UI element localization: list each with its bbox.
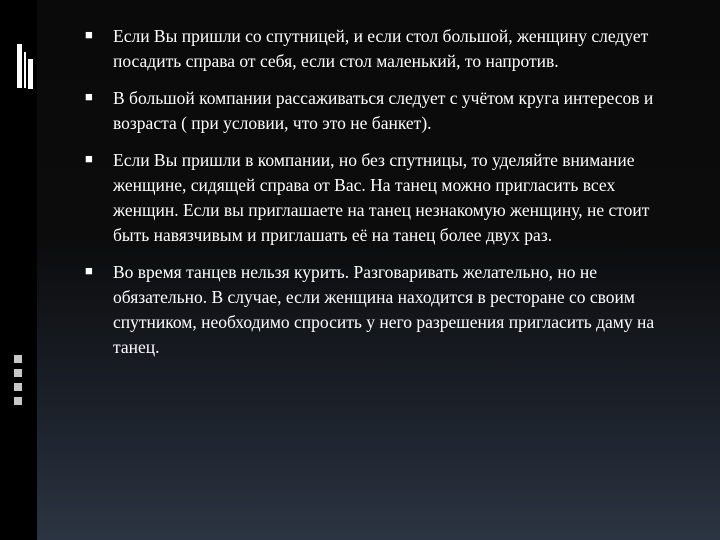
decorative-bar	[24, 52, 26, 88]
bullet-item	[85, 86, 685, 136]
decorative-square	[14, 383, 22, 391]
square-bullet-icon: ■	[85, 27, 93, 42]
bullet-list	[85, 24, 685, 372]
decorative-bar	[17, 44, 22, 88]
bullet-text: В большой компании рассаживаться следует с учётом круга интересов и возраста ( при условии, что это не банкет).	[113, 88, 654, 133]
decorative-square	[14, 369, 22, 377]
bullet-text: Если Вы пришли в компании, но без спутницы, то уделяйте внимание женщине, сидящей справа от Вас. На танец можно пригласить всех женщин. Если вы приглашаете на танец незнакомую женщину, не стоит быть навязчивым и приглашать её на танец более двух раз.	[113, 150, 650, 245]
bullet-text: Во время танцев нельзя курить. Разговаривать желательно, но не обязательно. В случае, если женщина находится в ресторане со своим спутником, необходимо спросить у него разрешения пригласить даму на танец.	[113, 262, 655, 357]
decorative-square	[14, 355, 22, 363]
bullet-item	[85, 148, 685, 248]
bullet-item	[85, 24, 685, 74]
square-bullet-icon: ■	[85, 89, 93, 104]
bullet-text: Если Вы пришли со спутницей, и если стол большой, женщину следует посадить справа от себя, если стол маленький, то напротив.	[113, 26, 649, 71]
square-bullet-icon: ■	[85, 151, 93, 166]
decorative-bar	[28, 59, 33, 89]
bullet-item	[85, 260, 685, 360]
square-bullet-icon: ■	[85, 263, 93, 278]
decorative-square	[14, 397, 22, 405]
